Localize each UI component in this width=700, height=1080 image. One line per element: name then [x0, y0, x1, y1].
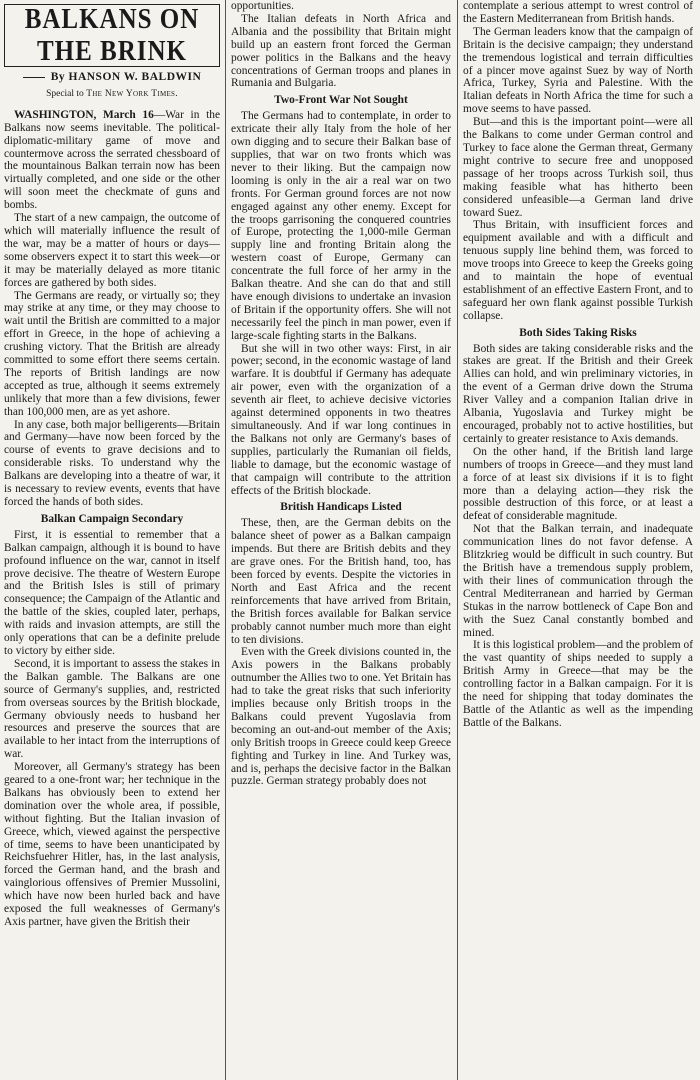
- column-1: [4, 0, 220, 1080]
- column-1-body: [4, 109, 220, 509]
- column-3-body: [463, 26, 693, 323]
- column-rule: [225, 0, 226, 1080]
- paragraph: Not that the Balkan terrain, and inadequate communication lines do not favor defense. A Blitzkrieg would be difficult in such country. But the British have a tremendous supply problem, with their lines of communication through the Central Mediterranean and harried by German Stukas in the narrow bottleneck of Cape Bon and with the Suez Canal constantly bombed and mined.: [463, 523, 693, 639]
- paragraph: WASHINGTON, March 16—War in the Balkans now seems inevitable. The political-diplomatic-military game of move and countermove across the serrated chessboard of the mountainous Balkan terrain now has been virtually completed, and one side or the other will soon meet the checkmate of guns and bombs.: [4, 108, 220, 212]
- paragraph: These, then, are the German debits on the balance sheet of power as a Balkan campaign impends. But there are British debits and they are grave ones. For the British hand, too, has been forced by events. Despite the victories in North and East Africa and the recent reinforcements that have arrived from Britain, the British forces available for Balkan service probably cannot number much more than eight to ten divisions.: [231, 517, 451, 646]
- paragraph: First, it is essential to remember that a Balkan campaign, although it is bound to have profound influence on the war, cannot in itself prove decisive. The theatre of Western Europe and the British Isles is still of primary consequence; the Campaign of the Atlantic and the battle of the skies, coupled later, perhaps, with raids and invasion attempts, are still the only operations that can be a definite prelude to victory by either side.: [4, 528, 220, 657]
- byline: By HANSON W. BALDWIN: [4, 71, 220, 84]
- paragraph: Even with the Greek divisions counted in, the Axis powers in the Balkans probably outnumber the Allies two to one. Yet Britain has had to take the great risks that such inferiority implies because only British troops in the Balkans could prevent Yugoslavia from becoming an out-and-out member of the Axis; only British troops in Greece could keep Greece fighting and Turkey in line. And Turkey was, and is, perhaps the decisive factor in the Balkan puzzle. German strategy probably does not: [231, 646, 451, 788]
- subhead-both-sides: Both Sides Taking Risks: [519, 326, 637, 339]
- column-2: [231, 0, 451, 1080]
- paragraph: It is this logistical problem—and the problem of the vast quantity of ships needed to supply a British Army in Greece—that may be the controlling factor in a Balkan campaign. For it is the need for shipping that today dominates the Battle of the Atlantic as well as the impending Battle of the Balkans.: [463, 639, 693, 729]
- paragraph: Second, it is important to assess the stakes in the Balkan gamble. The Balkans are one source of Germany's supplies, and, restricted from overseas sources by the British blockade, Germany obviously needs to husband her resources and preserve the sources that are available to her intact from the interruptions of war.: [4, 657, 220, 761]
- paragraph: But she will in two other ways: First, in air power; second, in the economic wastage of land warfare. It is doubtful if Germany has adequate air power, even with the organization of a seventh air fleet, to achieve decisive victories against determined opponents in two theatres simultaneously. And if war long continues in the Balkans not only are Germany's bases of supplies, particularly the Rumanian oil fields, liable to damage, but the economic wastage of that campaign will contribute to the attrition effects of the British blockade.: [231, 342, 451, 497]
- column-2-continuation: opportunities.: [231, 0, 294, 12]
- paragraph: The start of a new campaign, the outcome of which will materially influence the result of the war, may be a matter of hours or days—some observers expect it to start this week—or it may be materially delayed as more titanic forces are gathered by both sides.: [4, 212, 220, 289]
- headline-box: [4, 4, 220, 67]
- column-3-body-b: [463, 343, 693, 730]
- paragraph: Thus Britain, with insufficient forces and equipment available and with a difficult and tenuous supply line behind them, was forced to move troops into Greece to keep the Greeks going and to maintain the hope of eventual establishment of an effective Eastern Front, and to safeguard her own flank against possible Turkish collapse.: [463, 219, 693, 322]
- column-rule: [457, 0, 458, 1080]
- column-2-body: [231, 13, 451, 90]
- special-notice: Special to The New York Times.: [46, 88, 178, 99]
- column-3: [463, 0, 693, 1080]
- paragraph: On the other hand, if the British land large numbers of troops in Greece—and they must land a force of at least six divisions if it is to fight more than a delaying action—they risk the possible destruction of this force, or at least a defeat of considerable magnitude.: [463, 445, 693, 523]
- subhead-british-handicaps: British Handicaps Listed: [280, 501, 402, 514]
- paragraph: The Italian defeats in North Africa and Albania and the possibility that Britain might build up an eastern front forced the German power politics in the Balkans and the heavy concentrations of German troops and planes in Rumania and Bulgaria.: [231, 12, 451, 90]
- subhead-balkan-campaign-secondary: Balkan Campaign Secondary: [40, 512, 184, 525]
- paragraph: The Germans are ready, or virtually so; they may strike at any time, or they may choose to wait until the British are committed to a major effort in Greece, in the hope of achieving a crushing victory. That the British are already committed to some effort there seems certain. The reports of British landings are now accepted as true, although it seems extremely unlikely that more than a few divisions, fewer than 100,000 men, are as yet ashore.: [4, 289, 220, 418]
- paragraph: But—and this is the important point—were all the Balkans to come under German control and Turkey to face alone the German threat, Germany might contrive to secure free and unopposed passage of her troops across Turkish soil, thus making feasible what has hitherto been considered unfeasible—a German land drive toward Suez.: [463, 116, 693, 219]
- dateline: WASHINGTON, March 16: [14, 108, 154, 121]
- paragraph: The Germans had to contemplate, in order to extricate their ally Italy from the hole of her own digging and to secure their Balkan base of supplies, that war on two fronts which was never to their liking. But the campaign now looming is only in the air a real war on two fronts. For German ground forces are not now engaged against any other enemy. Except for the troops garrisoning the conquered countries of Europe, protecting the 1,000-mile German supply line and fronting Britain along the western coast of Europe, Germany can concentrate the full force of her army in the Balkan theatre. And she can do that and still have enough divisions to undertake an invasion of Britain if the opportunity offers. She will not necessarily feel the pinch in man power, even if large-scale fighting starts in the Balkans.: [231, 110, 451, 342]
- column-2-body-b: [231, 110, 451, 497]
- subhead-two-front-war: Two-Front War Not Sought: [274, 94, 408, 107]
- paragraph: In any case, both major belligerents—Britain and Germany—have now been forced by the course of events to grave decisions and to considerable risks. To understand why the Balkans are developing into a theatre of war, it is necessary to review events, events that have forced the hands of both sides.: [4, 418, 220, 508]
- paragraph: The German leaders know that the campaign of Britain is the decisive campaign; they understand the tremendous logistical and terrain difficulties of a pincer move against Suez by way of North Africa, Turkey, Syria and Palestine. With the Italian defeats in North Africa the time for such a move seems to have passed.: [463, 25, 693, 116]
- paragraph: Moreover, all Germany's strategy has been geared to a one-front war; her technique in the Balkans has obviously been to extend her domination over the whole area, if possible, without fighting. But the Italian invasion of Greece, which, viewed against the perspective of time, seems to have been unanticipated by Reichsfuehrer Hitler, has, in the last analysis, forced the German hand, and the brash and vainglorious offensives of Premier Mussolini, which have now been hurled back and have exposed the full weaknesses of Germany's Axis partner, have given the British their: [4, 761, 220, 928]
- column-3-continuation: contemplate a serious attempt to wrest control of the Eastern Mediterranean from British hands.: [463, 0, 693, 25]
- column-2-body-c: [231, 517, 451, 788]
- paragraph: Both sides are taking considerable risks and the stakes are great. If the British and their Greek Allies can hold, and win preliminary victories, in the event of a German drive down the Struma River Valley and a companion Italian drive in Albania, Yugoslavia and Turkey might be encouraged, probably not to active hostilities, but certainly to greater resistance to Axis demands.: [463, 342, 693, 445]
- headline: BALKANS ON THE BRINK: [24, 3, 200, 68]
- column-1-body-b: [4, 529, 220, 929]
